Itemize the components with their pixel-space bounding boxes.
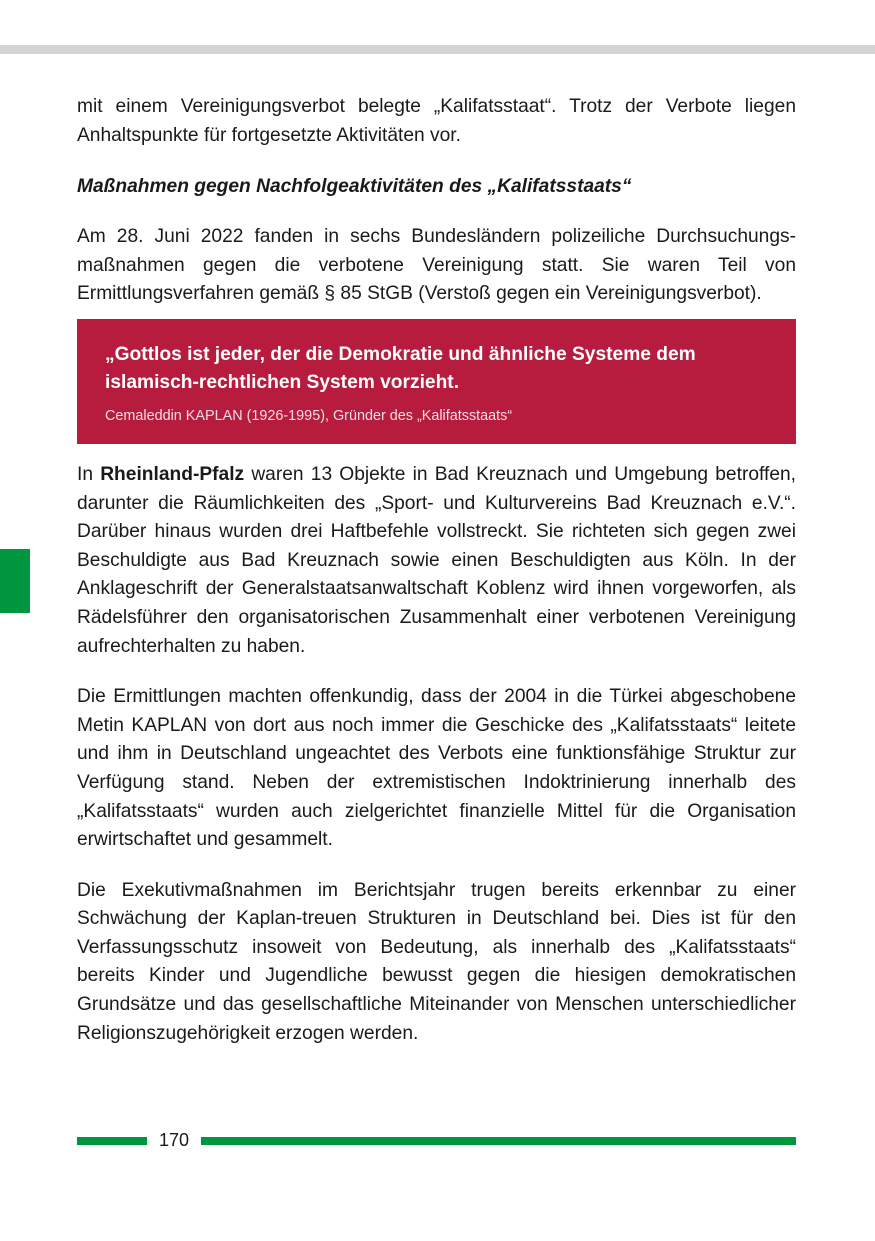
paragraph-executive-measures: Die Exekutivmaßnahmen im Berichtsjahr trugen bereits erkennbar zu einer Schwächung der Kaplan-treuen Strukturen in Deutschland bei. Dies ist für den Verfassungsschutz insoweit von Bedeutung, als innerhalb des „Kalifatsstaats“ bereits Kinder und Jugendliche bewusst gegen die hiesigen demokratischen Grundsätze und das gesellschaftliche Miteinander von Menschen unterschiedlicher Religionszugehörigkeit erzogen werden. (77, 879, 796, 1044)
quote-box (77, 319, 796, 444)
chapter-side-tab (0, 549, 30, 613)
paragraph-investigations: Die Ermittlungen machten offenkundig, dass der 2004 in die Türkei abgeschobene Metin KAPLAN von dort aus noch immer die Geschicke des „Kalifatsstaats“ leitete und ihm in Deutschland ungeachtet des Verbots eine funktionsfähige Struktur zur Verfügung stand. Neben der extremistischen Indoktrinierung innerhalb des „Kalifatsstaats“ wurden auch zielgerichtet finanzielle Mittel für die Organisation erwirtschaftet und gesammelt. (77, 686, 796, 851)
paragraph-search-measures: Am 28. Juni 2022 fanden in sechs Bundesländern polizeiliche Durchsuchungsmaßnahmen gegen die verbotene Vereinigung statt. Sie waren Teil von Ermittlungsverfahren gemäß § 85 StGB (Verstoß gegen ein Vereinigungsverbot). (77, 226, 796, 305)
top-rule (0, 45, 875, 54)
footer-bar-right (201, 1137, 796, 1145)
paragraph-rheinland-pfalz (77, 461, 796, 661)
page-content (77, 93, 796, 1048)
quote-source: Cemaleddin KAPLAN (1926-1995), Gründer des „Kalifatsstaats“ (105, 407, 513, 424)
paragraph-rest: waren 13 Objekte in Bad Kreuznach und Umgebung betroffen, darunter die Räumlichkeiten des „Sport- und Kulturvereins Bad Kreuznach e.V.“. Darüber hinaus wurden drei Haftbefehle vollstreckt. Sie richteten sich gegen zwei Beschuldigte aus Bad Kreuznach sowie einen Beschuldigten aus Köln. In der Anklageschrift der Generalstaatsanwaltschaft Koblenz wird ihnen vorgeworfen, als Rädelsführer den organisatorischen Zusammenhalt einer verbotenen Vereinigung aufrechterhalten zu haben. (77, 463, 796, 657)
quote-text: „Gottlos ist jeder, der die Demokratie und ähnliche Systeme dem islamisch-rechtlichen System vorzieht. (105, 343, 696, 394)
state-name: Rheinland-Pfalz (100, 463, 245, 485)
section-heading: Maßnahmen gegen Nachfolgeaktivitäten des „Kalifatsstaats“ (77, 176, 632, 198)
footer-bar-left (77, 1137, 147, 1145)
page-footer (77, 1128, 796, 1152)
paragraph-prefix: In (77, 463, 101, 485)
intro-paragraph: mit einem Vereinigungsverbot belegte „Kalifatsstaat“. Trotz der Verbote liegen Anhaltspunkte für fortgesetzte Aktivitäten vor. (77, 96, 796, 146)
page-number: 170 (159, 1130, 190, 1150)
